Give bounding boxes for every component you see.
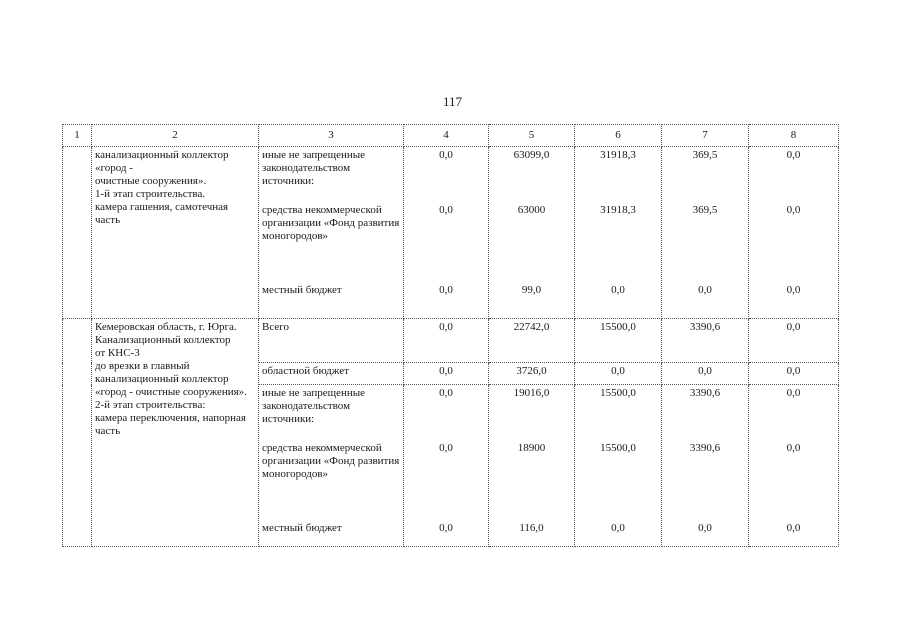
value-cell (489, 385, 575, 547)
col-header: 5 (489, 125, 575, 147)
col-header: 1 (63, 125, 92, 147)
value: 31918,3 (600, 149, 636, 161)
table-row (63, 319, 839, 363)
value: 0,0 (439, 284, 453, 296)
row-index-cell (63, 319, 92, 547)
value: 63000 (517, 204, 546, 216)
value-cell: 22742,0 (489, 319, 575, 363)
value-cell: 3390,6 (662, 319, 749, 363)
value: 63099,0 (513, 149, 550, 161)
source-label: иные не запрещенные законодательством источники: (262, 149, 366, 187)
value-cell: 0,0 (749, 319, 839, 363)
value: 0,0 (786, 442, 801, 454)
value: 3390,6 (689, 387, 721, 399)
value: 0,0 (786, 522, 801, 534)
value: 18900 (517, 442, 546, 454)
value-cell (662, 385, 749, 547)
value-cell (404, 385, 489, 547)
value: 19016,0 (513, 387, 550, 399)
value: 99,0 (521, 284, 542, 296)
value: 0,0 (698, 522, 712, 534)
value-cell (749, 385, 839, 547)
value: 0,0 (698, 284, 712, 296)
value-cell: 0,0 (662, 363, 749, 385)
source-cell: Всего (259, 319, 404, 363)
value: 15500,0 (600, 442, 636, 454)
row-index-cell (63, 147, 92, 319)
value: 0,0 (786, 284, 801, 296)
col-header: 8 (749, 125, 839, 147)
object-name-cell: Кемеровская область, г. Юрга. Канализационный коллектор от КНС-3 до врезки в главный канализационный коллектор «город - очистные сооружения». 2-й этап строительства: камера переключения, напорная часть (92, 319, 259, 547)
value: 0,0 (439, 204, 453, 216)
source-label: местный бюджет (262, 522, 342, 534)
value: 0,0 (439, 522, 453, 534)
source-label: средства некоммерческой организации «Фонд развития моногородов» (262, 442, 400, 480)
value: 0,0 (786, 149, 801, 161)
value-cell (575, 385, 662, 547)
value: 15500,0 (600, 387, 636, 399)
value: 0,0 (611, 522, 625, 534)
source-label: иные не запрещенные законодательством источники: (262, 387, 366, 425)
col-header: 4 (404, 125, 489, 147)
budget-table (62, 124, 839, 547)
value: 0,0 (439, 442, 453, 454)
source-label: средства некоммерческой организации «Фонд развития моногородов» (262, 204, 400, 242)
source-cell (259, 385, 404, 547)
value: 3390,6 (689, 442, 721, 454)
value: 31918,3 (600, 204, 636, 216)
value: 0,0 (611, 284, 625, 296)
value: 0,0 (439, 387, 453, 399)
header-row (63, 125, 839, 147)
value-cell: 15500,0 (575, 319, 662, 363)
value-cell: 0,0 (404, 319, 489, 363)
value: 0,0 (786, 204, 801, 216)
page-number: 117 (442, 94, 463, 109)
value: 0,0 (439, 149, 453, 161)
source-cell (259, 147, 404, 319)
source-label: местный бюджет (262, 284, 342, 296)
value-cell (662, 147, 749, 319)
value-cell (749, 147, 839, 319)
source-cell: областной бюджет (259, 363, 404, 385)
object-name-cell: канализационный коллектор «город - очистные сооружения». 1-й этап строительства. камера гашения, самотечная часть (92, 147, 259, 319)
value-cell: 0,0 (404, 363, 489, 385)
col-header: 6 (575, 125, 662, 147)
value-cell: 0,0 (575, 363, 662, 385)
value-cell (489, 147, 575, 319)
col-header: 7 (662, 125, 749, 147)
value-cell: 0,0 (749, 363, 839, 385)
value: 116,0 (519, 522, 544, 534)
value-cell (575, 147, 662, 319)
col-header: 3 (259, 125, 404, 147)
value-cell: 3726,0 (489, 363, 575, 385)
value: 369,5 (692, 204, 718, 216)
value: 369,5 (692, 149, 718, 161)
table-row (63, 147, 839, 319)
value-cell (404, 147, 489, 319)
col-header: 2 (92, 125, 259, 147)
value: 0,0 (786, 387, 801, 399)
